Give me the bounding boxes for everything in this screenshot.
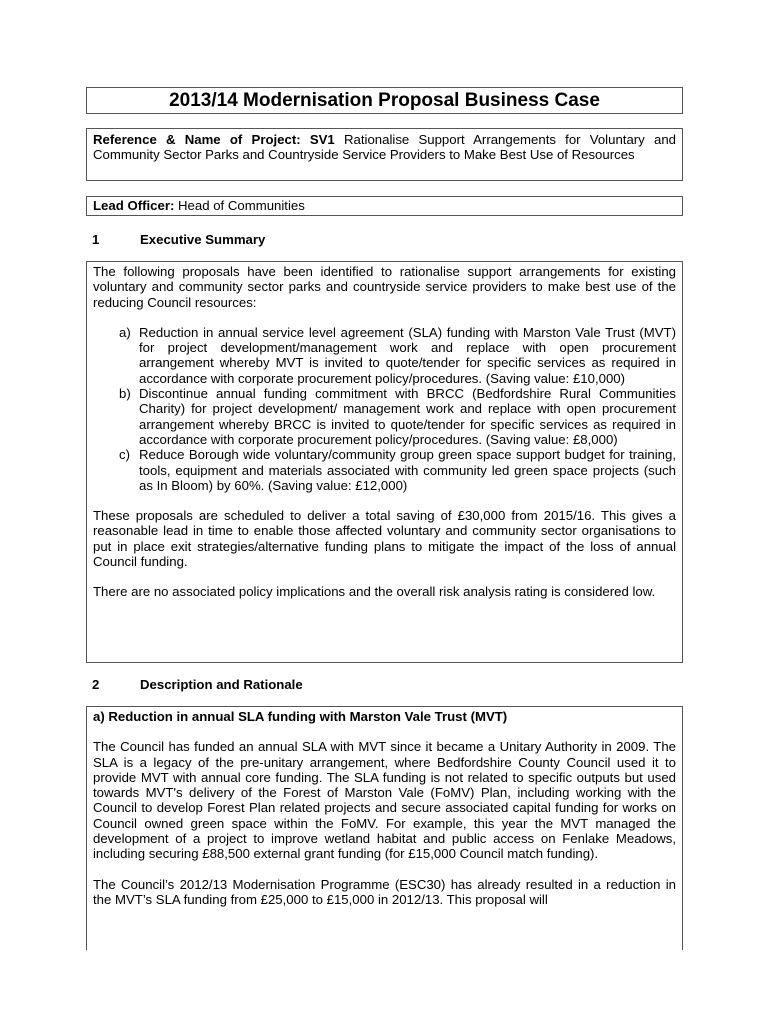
subsection-heading: a) Reduction in annual SLA funding with Marston Vale Trust (MVT)	[93, 709, 508, 724]
summary-paragraph: These proposals are scheduled to deliver a total saving of £30,000 from 2015/16. This gives a reasonable lead in time to enable those affected voluntary and community sector organisations to put in place exit strategies/alternative funding plans to mitigate the impact of the loss of annual Council funding.	[93, 508, 676, 570]
list-item	[119, 386, 676, 447]
list-marker: a)	[119, 324, 131, 340]
section-1-number: 1	[92, 232, 100, 247]
summary-intro: The following proposals have been identified to rationalise support arrangements for existing voluntary and community sector parks and countryside service providers to make best use of the reducing Council resources:	[93, 264, 676, 310]
list-item-text: Reduction in annual service level agreement (SLA) funding with Marston Vale Trust (MVT) for project development/management work and replace with open procurement arrangement whereby MVT is invited to quote/tender for specific services as required in accordance with corporate procurement policy/procedures. (Saving value: £10,000)	[139, 324, 676, 386]
lead-officer-label: Lead Officer:	[93, 198, 175, 213]
document-title: 2013/14 Modernisation Proposal Business Case	[86, 87, 683, 114]
list-item-text: Discontinue annual funding commitment with BRCC (Bedfordshire Rural Communities Charity) for project development/ management work and replace with open procurement arrangement whereby BRCC is invited to quote/tender for specific services as required in accordance with corporate procurement policy/procedures. (Saving value: £8,000)	[139, 386, 676, 447]
executive-summary-box	[86, 261, 683, 663]
description-box	[86, 706, 683, 950]
lead-officer-box	[86, 196, 683, 216]
section-2-title: Description and Rationale	[140, 677, 303, 692]
list-item	[119, 447, 676, 493]
description-paragraph: The Council has funded an annual SLA with MVT since it became a Unitary Authority in 2009. The SLA is a legacy of the pre-unitary arrangement, where Bedfordshire County Council used it to provide MVT with annual core funding. The SLA funding is not related to specific outputs but used towards MVT's delivery of the Forest of Marston Vale (FoMV) Plan, including working with the Council to develop Forest Plan related projects and secure associated capital funding for works on Council owned green space within the FoMV. For example, this year the MVT managed the development of a project to improve wetland habitat and public access on Fenlake Meadows, including securing £88,500 external grant funding (for £15,000 Council match funding).	[93, 739, 676, 862]
list-marker: b)	[119, 386, 131, 402]
summary-paragraph: There are no associated policy implications and the overall risk analysis rating is considered low.	[93, 584, 656, 600]
proposal-list	[93, 325, 676, 493]
lead-officer-value: Head of Communities	[178, 198, 305, 213]
reference-text: Rationalise Support Arrangements for Voluntary and Community Sector Parks and Countryside Service Providers to Make Best Use of Resources	[93, 132, 676, 163]
description-paragraph: The Council’s 2012/13 Modernisation Programme (ESC30) has already resulted in a reduction in the MVT’s SLA funding from £25,000 to £15,000 in 2012/13. This proposal will	[93, 876, 676, 907]
list-item-text: Reduce Borough wide voluntary/community group green space support budget for training, tools, equipment and materials associated with community led green space projects (such as In Bloom) by 60%. (Saving value: £12,000)	[139, 447, 676, 493]
list-item	[119, 324, 676, 386]
section-2-number: 2	[92, 677, 100, 692]
reference-code: SV1	[309, 132, 335, 147]
section-1-heading	[92, 232, 265, 247]
section-2-heading	[92, 677, 303, 692]
list-marker: c)	[119, 447, 130, 463]
project-reference-box	[86, 128, 683, 181]
section-1-title: Executive Summary	[140, 232, 266, 247]
reference-label: Reference & Name of Project:	[93, 132, 301, 147]
